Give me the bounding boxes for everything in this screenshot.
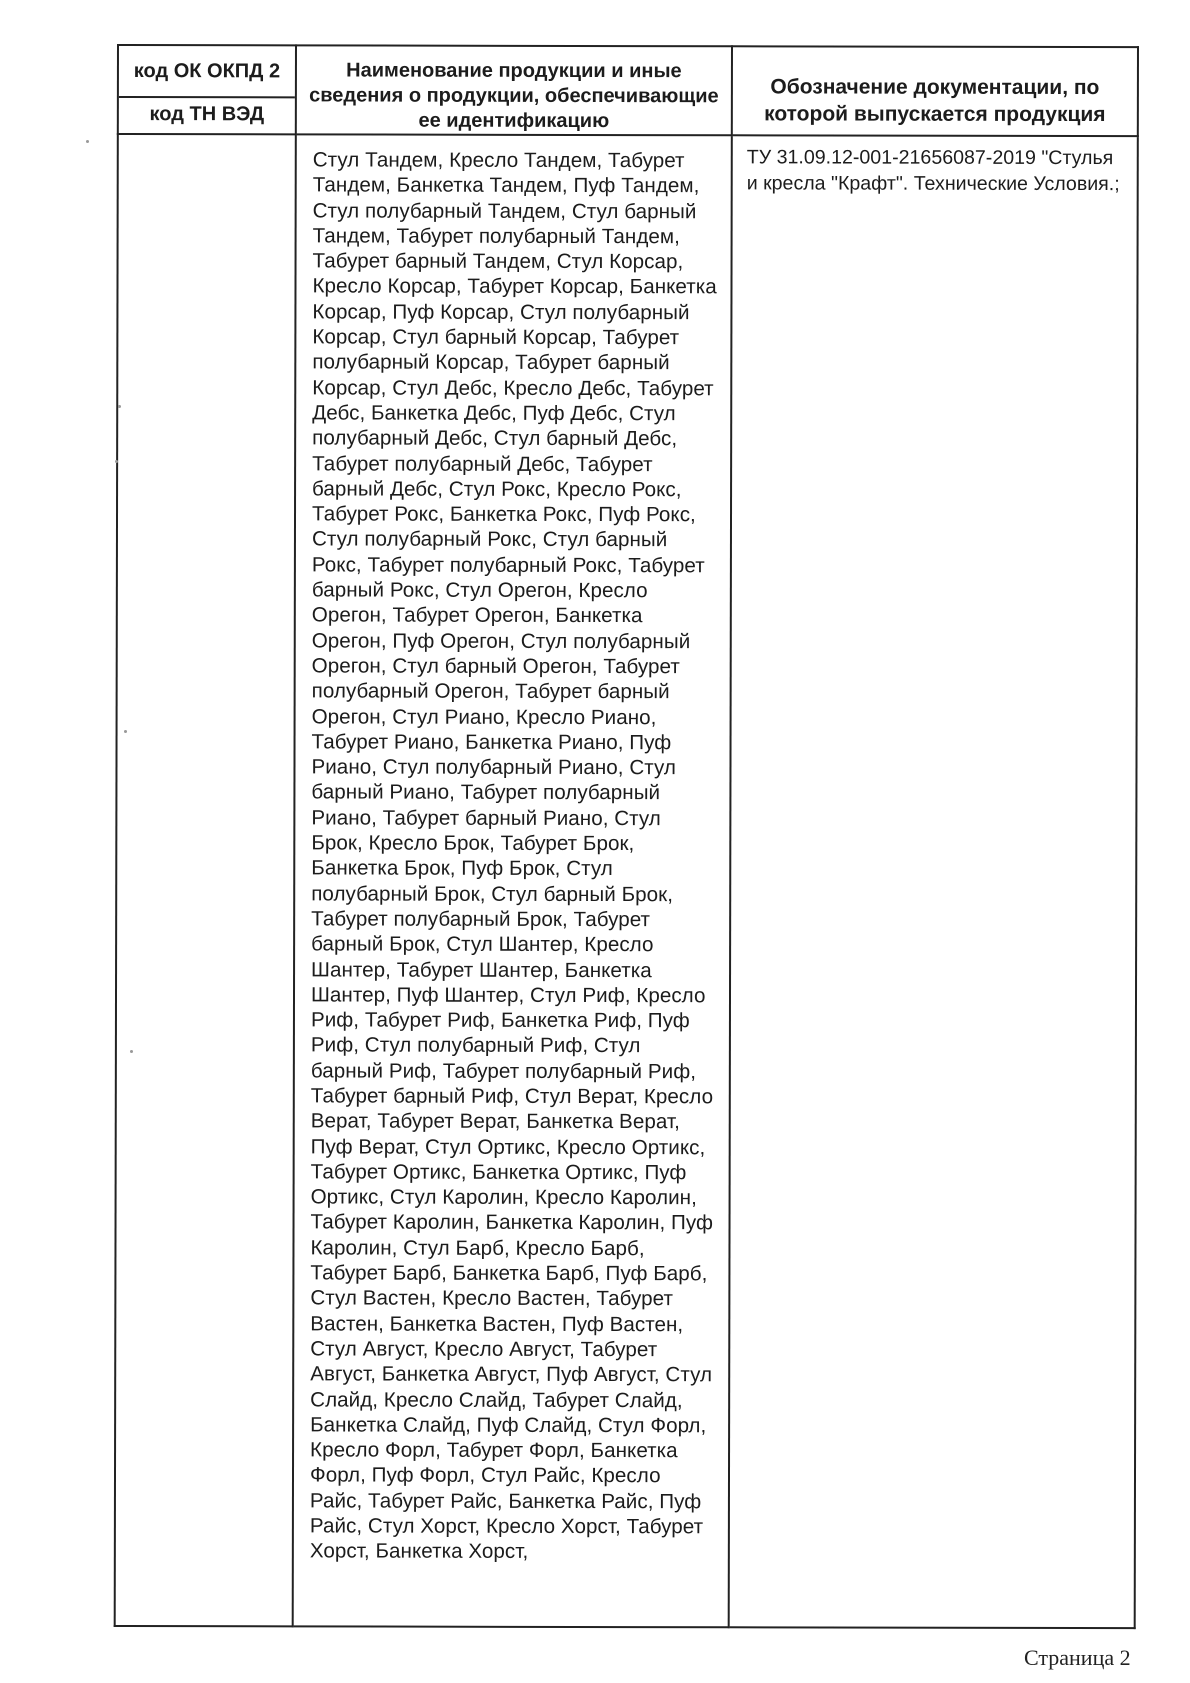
scan-speck xyxy=(124,730,127,733)
product-name-header: Наименование продукции и иные сведения о продукции, обеспечивающие ее идентификацию xyxy=(296,45,732,135)
okpd-code-header: код ОК ОКПД 2 xyxy=(133,60,281,83)
tnved-code-header: код ТН ВЭД xyxy=(119,96,295,130)
table-row xyxy=(115,134,1138,1628)
certificate-appendix-table xyxy=(114,44,1139,1629)
scan-speck xyxy=(130,1050,133,1053)
documentation-header: Обозначение документации, по которой выпускается продукция xyxy=(732,46,1138,136)
code-header-cell xyxy=(118,45,296,134)
page-number: Страница 2 xyxy=(1024,1645,1131,1670)
header-row xyxy=(118,45,1138,136)
documentation-cell: ТУ 31.09.12-001-21656087-2019 "Стулья и кресла "Крафт". Технические Условия.; xyxy=(729,135,1138,1628)
product-list-cell: Стул Тандем, Кресло Тандем, Табурет Тандем, Банкетка Тандем, Пуф Тандем, Стул полубарный Тандем, Стул барный Тандем, Табурет полубарный Тандем, Табурет барный Тандем, Стул Корсар, Кресло Корсар, Табурет Корсар, Банкетка Корсар, Пуф Корсар, Стул полубарный Корсар, Стул барный Корсар, Табурет полубарный Корсар, Табурет барный Корсар, Стул Дебс, Кресло Дебс, Табурет Дебс, Банкетка Дебс, Пуф Дебс, Стул полубарный Дебс, Стул барный Дебс, Табурет полубарный Дебс, Табурет барный Дебс, Стул Рокс, Кресло Рокс, Табурет Рокс, Банкетка Рокс, Пуф Рокс, Стул полубарный Рокс, Стул барный Рокс, Табурет полубарный Рокс, Табурет барный Рокс, Стул Орегон, Кресло Орегон, Табурет Орегон, Банкетка Орегон, Пуф Орегон, Стул полубарный Орегон, Стул барный Орегон, Табурет полубарный Орегон, Табурет барный Орегон, Стул Риано, Кресло Риано, Табурет Риано, Банкетка Риано, Пуф Риано, Стул полубарный Риано, Стул барный Риано, Табурет полубарный Риано, Табурет барный Риано, Стул Брок, Кресло Брок, Табурет Брок, Банкетка Брок, Пуф Брок, Стул полубарный Брок, Стул барный Брок, Табурет полубарный Брок, Табурет барный Брок, Стул Шантер, Кресло Шантер, Табурет Шантер, Банкетка Шантер, Пуф Шантер, Стул Риф, Кресло Риф, Табурет Риф, Банкетка Риф, Пуф Риф, Стул полубарный Риф, Стул барный Риф, Табурет полубарный Риф, Табурет барный Риф, Стул Верат, Кресло Верат, Табурет Верат, Банкетка Верат, Пуф Верат, Стул Ортикс, Кресло Ортикс, Табурет Ортикс, Банкетка Ортикс, Пуф Ортикс, Стул Каролин, Кресло Каролин, Табурет Каролин, Банкетка Каролин, Пуф Каролин, Стул Барб, Кресло Барб, Табурет Барб, Банкетка Барб, Пуф Барб, Стул Вастен, Кресло Вастен, Табурет Вастен, Банкетка Вастен, Пуф Вастен, Стул Август, Кресло Август, Табурет Август, Банкетка Август, Пуф Август, Стул Слайд, Кресло Слайд, Табурет Слайд, Банкетка Слайд, Пуф Слайд, Стул Форл, Кресло Форл, Табурет Форл, Банкетка Форл, Пуф Форл, Стул Райс, Кресло Райс, Табурет Райс, Банкетка Райс, Пуф Райс, Стул Хорст, Кресло Хорст, Табурет Хорст, Банкетка Хорст, xyxy=(293,134,732,1627)
scan-speck xyxy=(118,405,121,408)
code-cell xyxy=(115,134,296,1626)
scan-speck xyxy=(115,460,118,463)
scan-speck xyxy=(86,140,89,143)
document-sheet xyxy=(114,44,1137,1616)
